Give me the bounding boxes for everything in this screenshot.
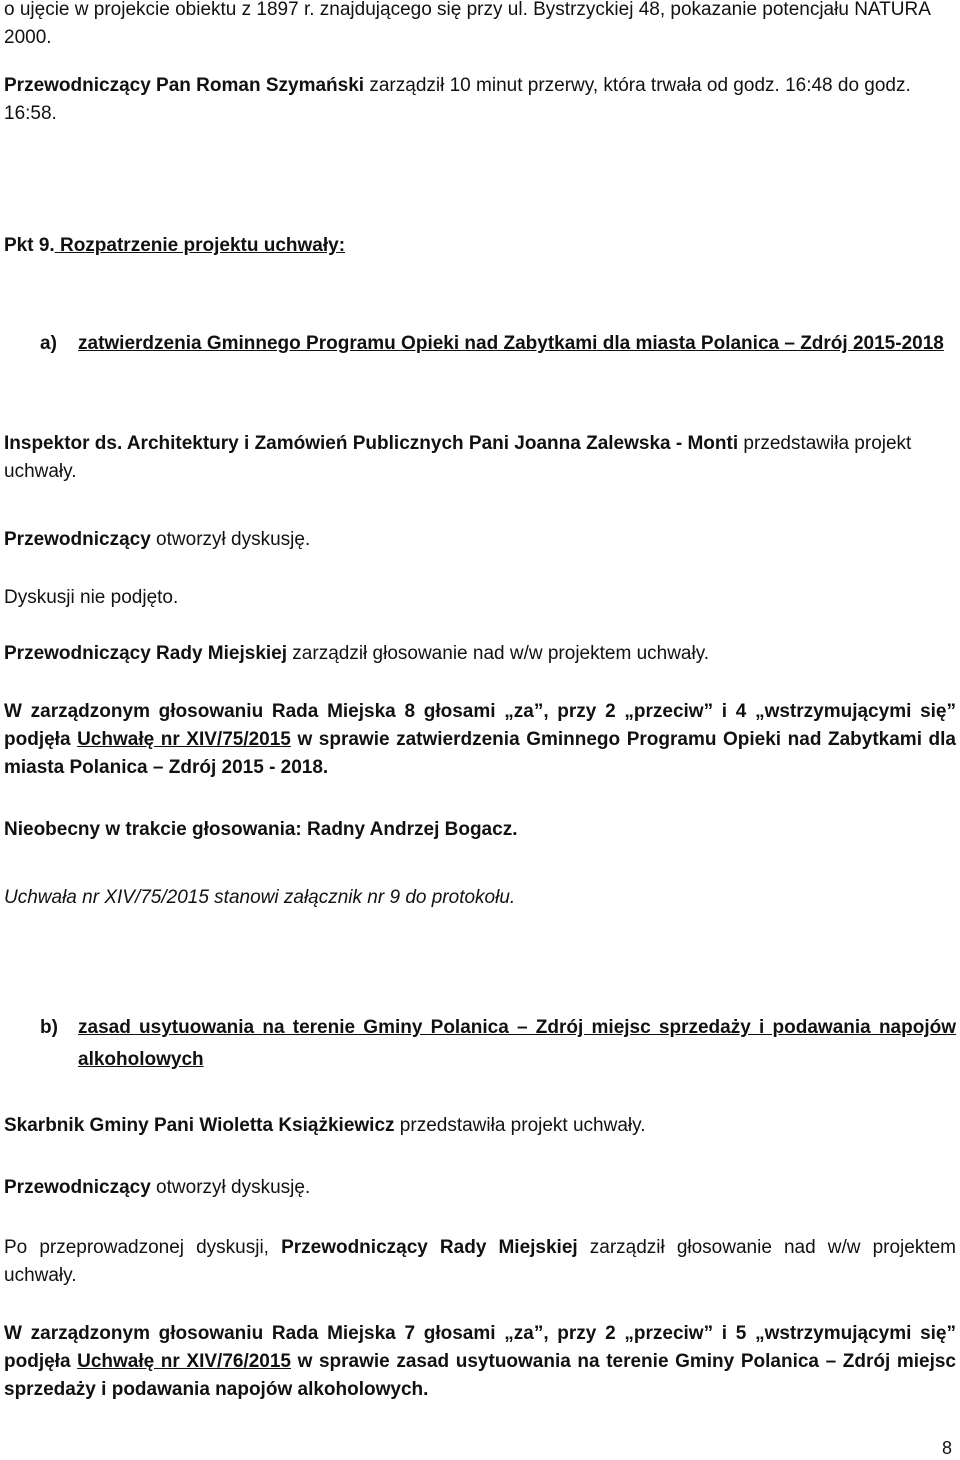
- b-vote-call-name: Przewodniczący Rady Miejskiej: [281, 1237, 578, 1258]
- intro-text: o ujęcie w projekcie obiektu z 1897 r. znajdującego się przy ul. Bystrzyckiej 48, pokazanie potencjału NATURA 2000.: [4, 0, 930, 48]
- page-number: 8: [941, 1438, 952, 1458]
- b-open-text: otworzył dyskusję.: [150, 1177, 311, 1198]
- b-vote-call-text: zarządził głosowanie nad w/w projektem uchwały.: [4, 1237, 956, 1286]
- a-open-name: Przewodniczący: [4, 529, 151, 550]
- break-paragraph: [4, 72, 956, 128]
- a-annex-text: Uchwała nr XIV/75/2015 stanowi załącznik nr 9 do protokołu.: [4, 887, 516, 908]
- b-vote-call: [4, 1234, 956, 1290]
- b-open-name: Przewodniczący: [4, 1177, 151, 1198]
- a-resolution-link: Uchwałę nr XIV/75/2015: [77, 729, 291, 750]
- b-vote-call-pre: Po przeprowadzonej dyskusji,: [4, 1237, 282, 1258]
- a-vote-result: [4, 698, 956, 782]
- break-text: zarządził 10 minut przerwy, która trwała od godz. 16:48 do godz. 16:58.: [4, 75, 911, 124]
- subitem-b-label: b): [40, 1017, 58, 1038]
- a-open-discussion: [4, 526, 956, 554]
- a-absent-note: [4, 816, 956, 844]
- a-annex-note: [4, 884, 956, 912]
- b-presenter-paragraph: [4, 1112, 956, 1140]
- a-presenter-paragraph: [4, 430, 956, 486]
- b-resolution-link: Uchwałę nr XIV/76/2015: [77, 1351, 291, 1372]
- subitem-a-label: a): [40, 333, 57, 354]
- a-vote-result-post: w sprawie zatwierdzenia Gminnego Programu Opieki nad Zabytkami dla miasta Polanica – Zdrój 2015 - 2018.: [4, 729, 956, 778]
- intro-paragraph: [4, 0, 956, 52]
- a-open-text: otworzył dyskusję.: [150, 529, 311, 550]
- a-no-discussion: [4, 584, 956, 612]
- subitem-a: [40, 328, 956, 360]
- agenda-point-title: Rozpatrzenie projektu uchwały:: [54, 235, 346, 256]
- subitem-a-title: zatwierdzenia Gminnego Programu Opieki nad Zabytkami dla miasta Polanica – Zdrój 2015-2018: [78, 333, 944, 354]
- subitem-b: [40, 1012, 956, 1076]
- b-open-discussion: [4, 1174, 956, 1202]
- a-no-discussion-text: Dyskusji nie podjęto.: [4, 587, 179, 608]
- a-vote-result-pre: W zarządzonym głosowaniu Rada Miejska 8 głosami „za”, przy 2 „przeciw” i 4 „wstrzymującymi się” podjęła: [4, 701, 956, 750]
- a-presenter-text: przedstawiła projekt uchwały.: [4, 433, 912, 482]
- agenda-point-label: Pkt 9.: [4, 235, 55, 256]
- b-vote-result: [4, 1320, 956, 1404]
- b-presenter-text: przedstawiła projekt uchwały.: [394, 1115, 646, 1136]
- b-presenter-name: Skarbnik Gminy Pani Wioletta Książkiewicz: [4, 1115, 395, 1136]
- b-vote-result-pre: W zarządzonym głosowaniu Rada Miejska 7 głosami „za”, przy 2 „przeciw” i 5 „wstrzymującymi się” podjęła: [4, 1323, 956, 1372]
- b-vote-result-post: w sprawie zasad usytuowania na terenie Gminy Polanica – Zdrój miejsc sprzedaży i podawania napojów alkoholowych.: [4, 1351, 956, 1400]
- a-vote-call-name: Przewodniczący Rady Miejskiej: [4, 643, 288, 664]
- a-vote-call-text: zarządził głosowanie nad w/w projektem uchwały.: [287, 643, 710, 664]
- a-presenter-name: Inspektor ds. Architektury i Zamówień Publicznych Pani Joanna Zalewska - Monti: [4, 433, 739, 454]
- a-vote-call: [4, 640, 956, 668]
- subitem-b-title: zasad usytuowania na terenie Gminy Polanica – Zdrój miejsc sprzedaży i podawania napojów alkoholowych: [78, 1017, 956, 1070]
- agenda-point-heading: [4, 232, 956, 260]
- chairman-name: Przewodniczący Pan Roman Szymański: [4, 75, 365, 96]
- a-absent-text: Nieobecny w trakcie głosowania: Radny Andrzej Bogacz.: [4, 819, 518, 840]
